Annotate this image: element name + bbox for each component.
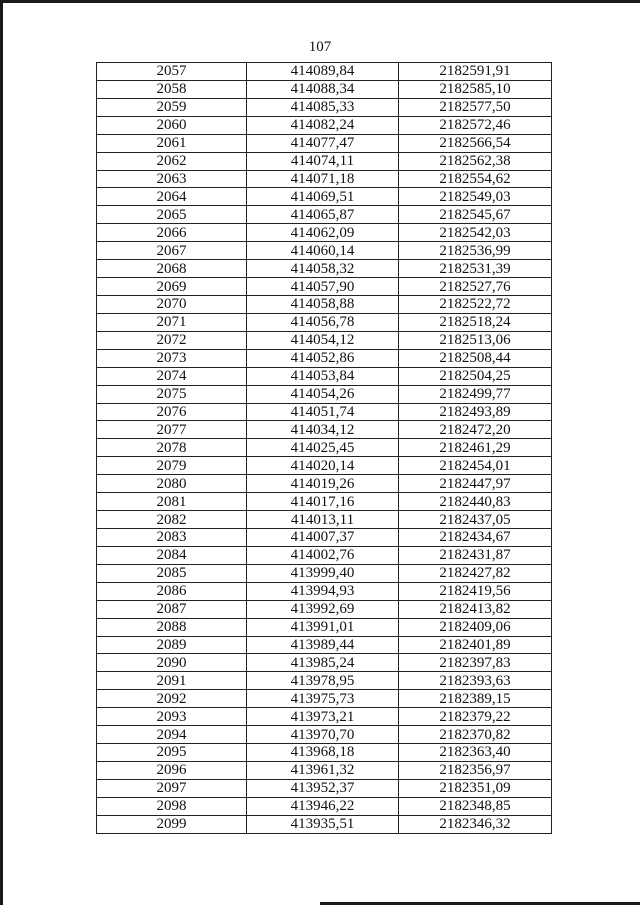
table-row bbox=[97, 98, 552, 116]
point-number-cell: 2073 bbox=[97, 349, 247, 367]
table-row bbox=[97, 726, 552, 744]
y-coordinate-cell: 2182351,09 bbox=[399, 779, 552, 797]
x-coordinate-cell: 414007,37 bbox=[247, 528, 399, 546]
x-coordinate-cell: 413985,24 bbox=[247, 654, 399, 672]
x-coordinate-cell: 414089,84 bbox=[247, 63, 399, 81]
x-coordinate-cell: 413970,70 bbox=[247, 726, 399, 744]
table-row bbox=[97, 403, 552, 421]
point-number-cell: 2071 bbox=[97, 313, 247, 331]
y-coordinate-cell: 2182499,77 bbox=[399, 385, 552, 403]
table-row bbox=[97, 224, 552, 242]
scan-border-top bbox=[0, 0, 640, 3]
table-row bbox=[97, 134, 552, 152]
point-number-cell: 2091 bbox=[97, 672, 247, 690]
table-row bbox=[97, 367, 552, 385]
table-row bbox=[97, 582, 552, 600]
x-coordinate-cell: 413973,21 bbox=[247, 708, 399, 726]
y-coordinate-cell: 2182389,15 bbox=[399, 690, 552, 708]
table-row bbox=[97, 475, 552, 493]
table-row bbox=[97, 278, 552, 296]
point-number-cell: 2095 bbox=[97, 744, 247, 762]
x-coordinate-cell: 414002,76 bbox=[247, 546, 399, 564]
table-row bbox=[97, 493, 552, 511]
table-row bbox=[97, 421, 552, 439]
x-coordinate-cell: 414025,45 bbox=[247, 439, 399, 457]
point-number-cell: 2087 bbox=[97, 600, 247, 618]
x-coordinate-cell: 413946,22 bbox=[247, 797, 399, 815]
x-coordinate-cell: 413961,32 bbox=[247, 761, 399, 779]
x-coordinate-cell: 413994,93 bbox=[247, 582, 399, 600]
x-coordinate-cell: 414019,26 bbox=[247, 475, 399, 493]
table-row bbox=[97, 744, 552, 762]
x-coordinate-cell: 414054,12 bbox=[247, 331, 399, 349]
point-number-cell: 2061 bbox=[97, 134, 247, 152]
point-number-cell: 2088 bbox=[97, 618, 247, 636]
point-number-cell: 2078 bbox=[97, 439, 247, 457]
x-coordinate-cell: 414065,87 bbox=[247, 206, 399, 224]
y-coordinate-cell: 2182513,06 bbox=[399, 331, 552, 349]
y-coordinate-cell: 2182370,82 bbox=[399, 726, 552, 744]
y-coordinate-cell: 2182522,72 bbox=[399, 295, 552, 313]
x-coordinate-cell: 414058,32 bbox=[247, 260, 399, 278]
table-row bbox=[97, 564, 552, 582]
point-number-cell: 2072 bbox=[97, 331, 247, 349]
x-coordinate-cell: 414082,24 bbox=[247, 116, 399, 134]
table-row bbox=[97, 63, 552, 81]
y-coordinate-cell: 2182409,06 bbox=[399, 618, 552, 636]
y-coordinate-cell: 2182393,63 bbox=[399, 672, 552, 690]
y-coordinate-cell: 2182531,39 bbox=[399, 260, 552, 278]
table-row bbox=[97, 708, 552, 726]
y-coordinate-cell: 2182493,89 bbox=[399, 403, 552, 421]
point-number-cell: 2090 bbox=[97, 654, 247, 672]
y-coordinate-cell: 2182431,87 bbox=[399, 546, 552, 564]
point-number-cell: 2065 bbox=[97, 206, 247, 224]
x-coordinate-cell: 414052,86 bbox=[247, 349, 399, 367]
page-number: 107 bbox=[308, 39, 332, 55]
table-row bbox=[97, 385, 552, 403]
x-coordinate-cell: 414071,18 bbox=[247, 170, 399, 188]
point-number-cell: 2064 bbox=[97, 188, 247, 206]
x-coordinate-cell: 414057,90 bbox=[247, 278, 399, 296]
table-row bbox=[97, 170, 552, 188]
x-coordinate-cell: 414088,34 bbox=[247, 80, 399, 98]
y-coordinate-cell: 2182437,05 bbox=[399, 511, 552, 529]
table-row bbox=[97, 313, 552, 331]
y-coordinate-cell: 2182397,83 bbox=[399, 654, 552, 672]
y-coordinate-cell: 2182461,29 bbox=[399, 439, 552, 457]
table-row bbox=[97, 779, 552, 797]
y-coordinate-cell: 2182413,82 bbox=[399, 600, 552, 618]
y-coordinate-cell: 2182591,91 bbox=[399, 63, 552, 81]
table-row bbox=[97, 797, 552, 815]
x-coordinate-cell: 414054,26 bbox=[247, 385, 399, 403]
x-coordinate-cell: 414062,09 bbox=[247, 224, 399, 242]
point-number-cell: 2080 bbox=[97, 475, 247, 493]
x-coordinate-cell: 414056,78 bbox=[247, 313, 399, 331]
table-row bbox=[97, 600, 552, 618]
point-number-cell: 2081 bbox=[97, 493, 247, 511]
x-coordinate-cell: 414017,16 bbox=[247, 493, 399, 511]
y-coordinate-cell: 2182363,40 bbox=[399, 744, 552, 762]
y-coordinate-cell: 2182447,97 bbox=[399, 475, 552, 493]
y-coordinate-cell: 2182434,67 bbox=[399, 528, 552, 546]
y-coordinate-cell: 2182518,24 bbox=[399, 313, 552, 331]
table-row bbox=[97, 618, 552, 636]
point-number-cell: 2092 bbox=[97, 690, 247, 708]
point-number-cell: 2067 bbox=[97, 242, 247, 260]
table-row bbox=[97, 761, 552, 779]
x-coordinate-cell: 414053,84 bbox=[247, 367, 399, 385]
x-coordinate-cell: 413991,01 bbox=[247, 618, 399, 636]
x-coordinate-cell: 413952,37 bbox=[247, 779, 399, 797]
x-coordinate-cell: 414058,88 bbox=[247, 295, 399, 313]
point-number-cell: 2057 bbox=[97, 63, 247, 81]
point-number-cell: 2075 bbox=[97, 385, 247, 403]
scan-border-left bbox=[0, 0, 3, 905]
x-coordinate-cell: 413992,69 bbox=[247, 600, 399, 618]
y-coordinate-cell: 2182454,01 bbox=[399, 457, 552, 475]
x-coordinate-cell: 414013,11 bbox=[247, 511, 399, 529]
x-coordinate-cell: 414085,33 bbox=[247, 98, 399, 116]
y-coordinate-cell: 2182542,03 bbox=[399, 224, 552, 242]
point-number-cell: 2098 bbox=[97, 797, 247, 815]
x-coordinate-cell: 413968,18 bbox=[247, 744, 399, 762]
table-row bbox=[97, 815, 552, 833]
x-coordinate-cell: 414077,47 bbox=[247, 134, 399, 152]
coordinates-table-body bbox=[97, 63, 552, 834]
point-number-cell: 2089 bbox=[97, 636, 247, 654]
table-row bbox=[97, 511, 552, 529]
y-coordinate-cell: 2182508,44 bbox=[399, 349, 552, 367]
x-coordinate-cell: 413975,73 bbox=[247, 690, 399, 708]
table-row bbox=[97, 636, 552, 654]
point-number-cell: 2069 bbox=[97, 278, 247, 296]
point-number-cell: 2060 bbox=[97, 116, 247, 134]
y-coordinate-cell: 2182348,85 bbox=[399, 797, 552, 815]
point-number-cell: 2074 bbox=[97, 367, 247, 385]
x-coordinate-cell: 413999,40 bbox=[247, 564, 399, 582]
y-coordinate-cell: 2182504,25 bbox=[399, 367, 552, 385]
point-number-cell: 2085 bbox=[97, 564, 247, 582]
table-row bbox=[97, 690, 552, 708]
point-number-cell: 2083 bbox=[97, 528, 247, 546]
table-row bbox=[97, 439, 552, 457]
table-row bbox=[97, 188, 552, 206]
y-coordinate-cell: 2182566,54 bbox=[399, 134, 552, 152]
point-number-cell: 2084 bbox=[97, 546, 247, 564]
y-coordinate-cell: 2182549,03 bbox=[399, 188, 552, 206]
x-coordinate-cell: 414034,12 bbox=[247, 421, 399, 439]
point-number-cell: 2086 bbox=[97, 582, 247, 600]
y-coordinate-cell: 2182554,62 bbox=[399, 170, 552, 188]
y-coordinate-cell: 2182577,50 bbox=[399, 98, 552, 116]
point-number-cell: 2076 bbox=[97, 403, 247, 421]
table-row bbox=[97, 331, 552, 349]
point-number-cell: 2068 bbox=[97, 260, 247, 278]
y-coordinate-cell: 2182401,89 bbox=[399, 636, 552, 654]
point-number-cell: 2062 bbox=[97, 152, 247, 170]
point-number-cell: 2097 bbox=[97, 779, 247, 797]
point-number-cell: 2082 bbox=[97, 511, 247, 529]
y-coordinate-cell: 2182572,46 bbox=[399, 116, 552, 134]
table-row bbox=[97, 457, 552, 475]
y-coordinate-cell: 2182379,22 bbox=[399, 708, 552, 726]
point-number-cell: 2059 bbox=[97, 98, 247, 116]
y-coordinate-cell: 2182346,32 bbox=[399, 815, 552, 833]
table-row bbox=[97, 295, 552, 313]
table-row bbox=[97, 242, 552, 260]
point-number-cell: 2099 bbox=[97, 815, 247, 833]
point-number-cell: 2070 bbox=[97, 295, 247, 313]
x-coordinate-cell: 414069,51 bbox=[247, 188, 399, 206]
table-row bbox=[97, 546, 552, 564]
point-number-cell: 2058 bbox=[97, 80, 247, 98]
y-coordinate-cell: 2182562,38 bbox=[399, 152, 552, 170]
x-coordinate-cell: 414051,74 bbox=[247, 403, 399, 421]
y-coordinate-cell: 2182440,83 bbox=[399, 493, 552, 511]
y-coordinate-cell: 2182419,56 bbox=[399, 582, 552, 600]
x-coordinate-cell: 413978,95 bbox=[247, 672, 399, 690]
point-number-cell: 2063 bbox=[97, 170, 247, 188]
y-coordinate-cell: 2182472,20 bbox=[399, 421, 552, 439]
x-coordinate-cell: 413935,51 bbox=[247, 815, 399, 833]
table-row bbox=[97, 116, 552, 134]
x-coordinate-cell: 413989,44 bbox=[247, 636, 399, 654]
x-coordinate-cell: 414060,14 bbox=[247, 242, 399, 260]
y-coordinate-cell: 2182427,82 bbox=[399, 564, 552, 582]
table-row bbox=[97, 152, 552, 170]
point-number-cell: 2096 bbox=[97, 761, 247, 779]
table-row bbox=[97, 80, 552, 98]
table-row bbox=[97, 528, 552, 546]
point-number-cell: 2077 bbox=[97, 421, 247, 439]
table-row bbox=[97, 260, 552, 278]
point-number-cell: 2093 bbox=[97, 708, 247, 726]
x-coordinate-cell: 414074,11 bbox=[247, 152, 399, 170]
y-coordinate-cell: 2182356,97 bbox=[399, 761, 552, 779]
y-coordinate-cell: 2182527,76 bbox=[399, 278, 552, 296]
x-coordinate-cell: 414020,14 bbox=[247, 457, 399, 475]
point-number-cell: 2066 bbox=[97, 224, 247, 242]
table-row bbox=[97, 672, 552, 690]
point-number-cell: 2094 bbox=[97, 726, 247, 744]
y-coordinate-cell: 2182585,10 bbox=[399, 80, 552, 98]
point-number-cell: 2079 bbox=[97, 457, 247, 475]
table-row bbox=[97, 206, 552, 224]
y-coordinate-cell: 2182545,67 bbox=[399, 206, 552, 224]
coordinates-table bbox=[96, 62, 552, 834]
y-coordinate-cell: 2182536,99 bbox=[399, 242, 552, 260]
table-row bbox=[97, 654, 552, 672]
table-row bbox=[97, 349, 552, 367]
